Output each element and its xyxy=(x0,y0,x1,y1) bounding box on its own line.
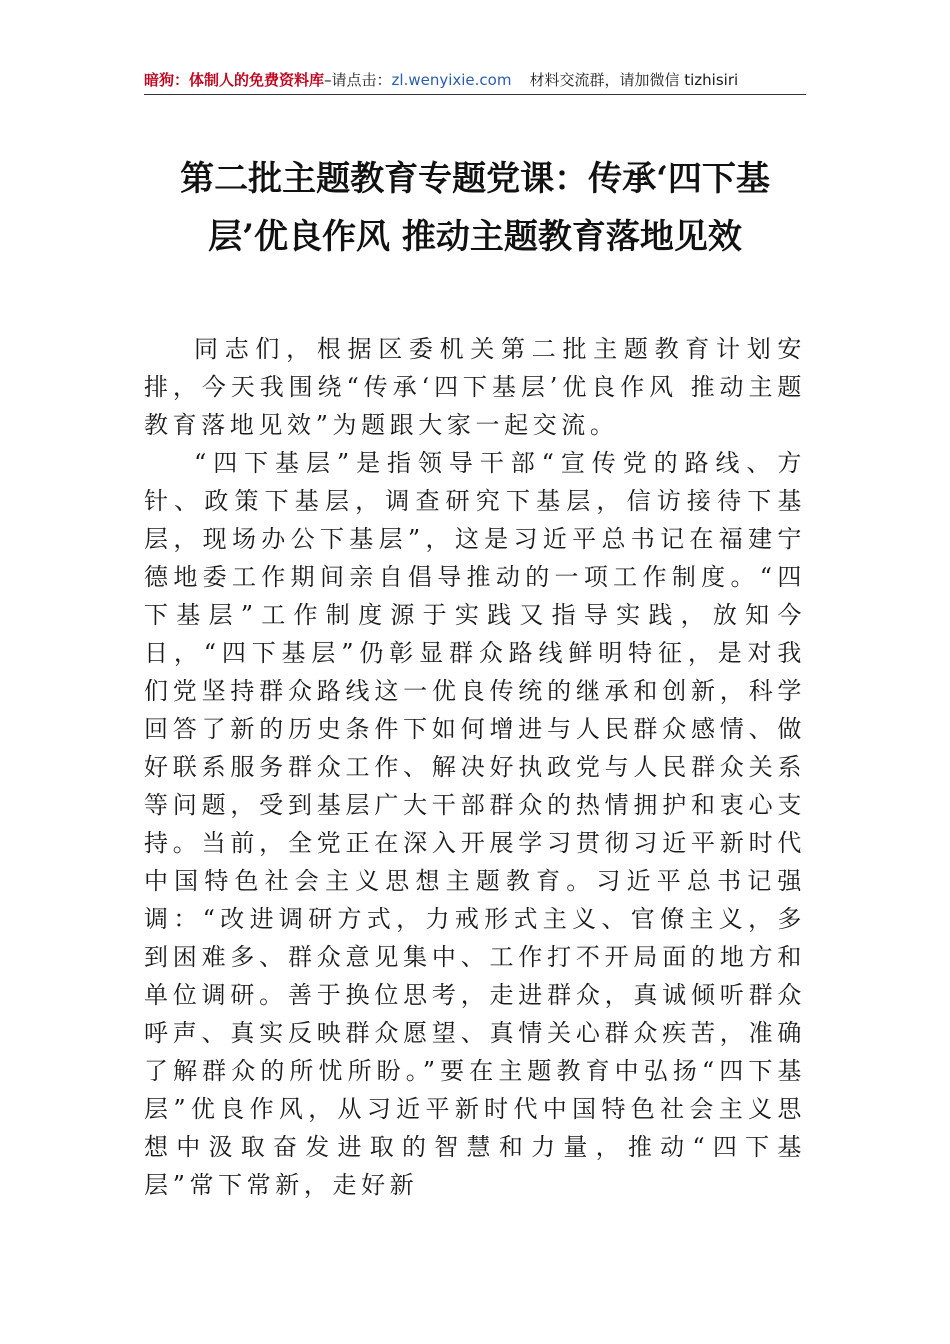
paragraph: 同志们，根据区委机关第二批主题教育计划安排，今天我围绕“传承‘四下基层’优良作风 推动主题教育落地见效”为题跟大家一起交流。 xyxy=(144,335,806,439)
header-wechat-note: 材料交流群，请加微信 tizhisiri xyxy=(529,71,739,89)
header-prompt: –请点击： xyxy=(324,71,392,89)
document-body xyxy=(144,330,806,1204)
paragraph: “四下基层”是指领导干部“宣传党的路线、方针、政策下基层，调查研究下基层，信访接待下基层，现场办公下基层”，这是习近平总书记在福建宁德地委工作期间亲自倡导推动的一项工作制度。“四下基层”工作制度源于实践又指导实践，放知今日，“四下基层”仍彰显群众路线鲜明特征，是对我们党坚持群众路线这一优良传统的继承和创新，科学回答了新的历史条件下如何增进与人民群众感情、做好联系服务群众工作、解决好执政党与人民群众关系等问题，受到基层广大干部群众的热情拥护和衷心支持。当前，全党正在深入开展学习贯彻习近平新时代中国特色社会主义思想主题教育。习近平总书记强调：“改进调研方式，力戒形式主义、官僚主义，多到困难多、群众意见集中、工作打不开局面的地方和单位调研。善于换位思考，走进群众，真诚倾听群众呼声、真实反映群众愿望、真情关心群众疾苦，准确了解群众的所忧所盼。”要在主题教育中弘扬“四下基层”优良作风，从习近平新时代中国特色社会主义思想中汲取奋发进取的智慧和力量，推动“四下基层”常下常新，走好新 xyxy=(144,449,806,1199)
header-link[interactable]: zl.wenyixie.com xyxy=(391,71,512,89)
header-brand: 暗狗：体制人的免费资料库 xyxy=(144,71,325,89)
document-title: 第二批主题教育专题党课：传承‘四下基层’优良作风 推动主题教育落地见效 xyxy=(180,159,770,257)
page-header xyxy=(144,66,806,95)
